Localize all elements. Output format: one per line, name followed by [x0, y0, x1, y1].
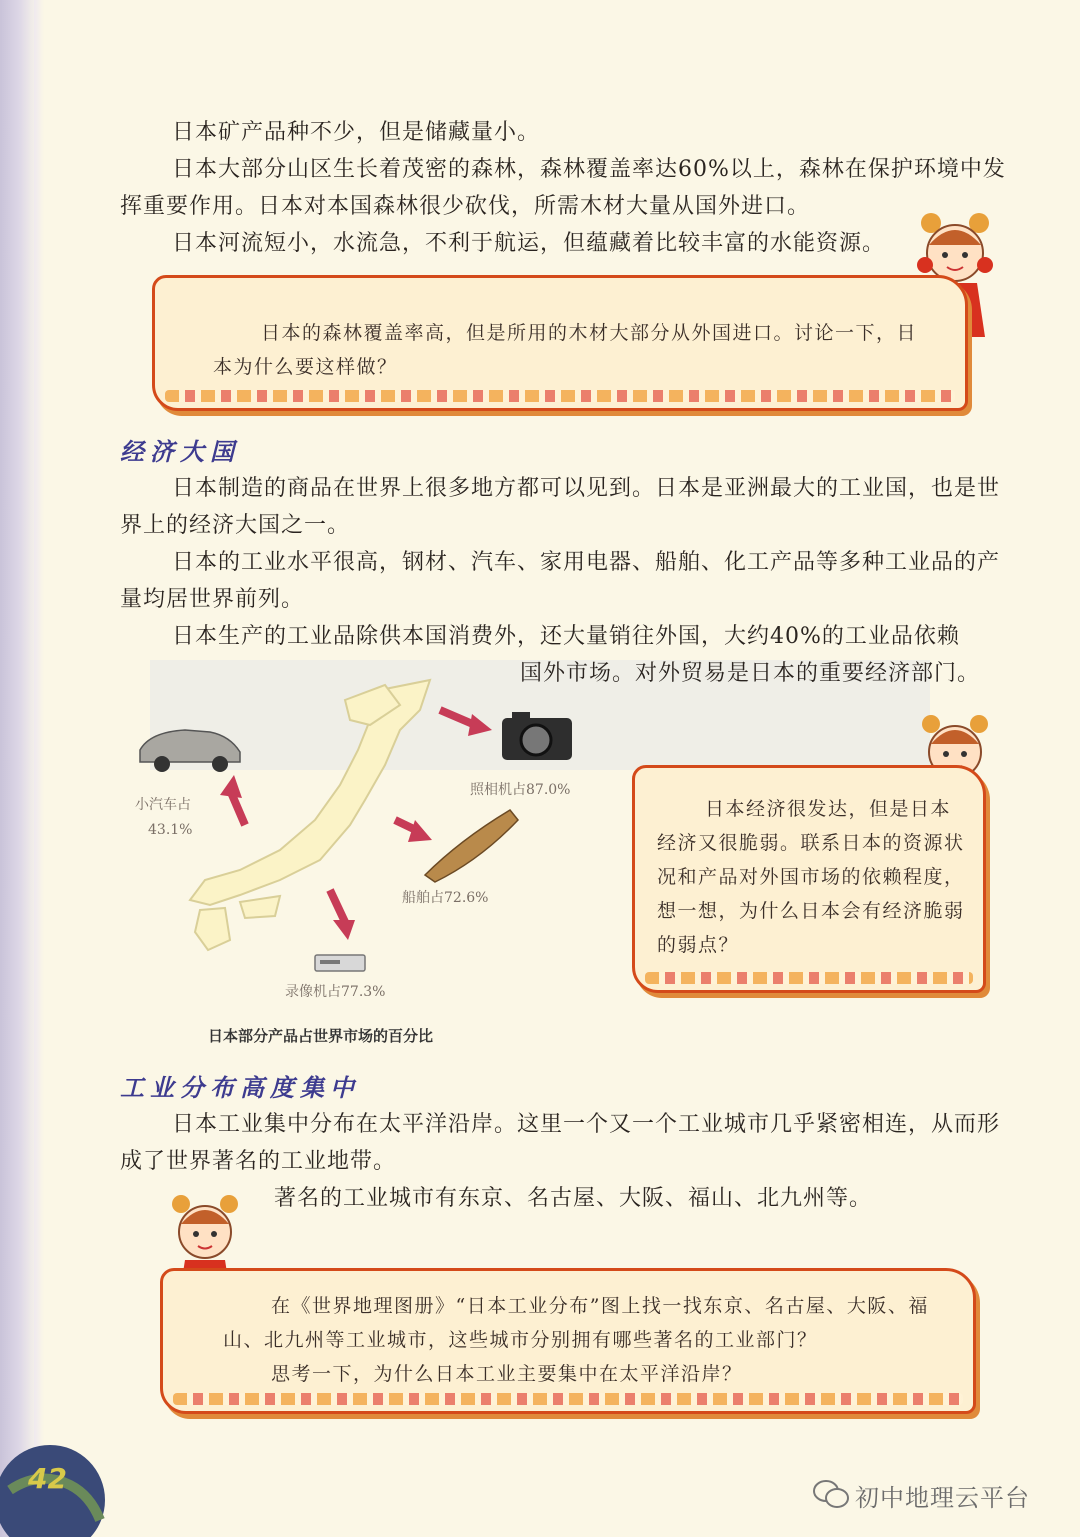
paragraph-forest: 日本大部分山区生长着茂密的森林，森林覆盖率达60%以上，森林在保护环境中发挥重要作用。日本对本国森林很少砍伐，所需木材大量从国外进口。 — [120, 157, 1006, 219]
discussion-box-industry — [160, 1268, 976, 1414]
map-label-car: 小汽车占 — [135, 797, 191, 813]
paragraph-minerals: 日本矿产品种不少，但是储藏量小。 — [172, 120, 541, 145]
box-decorative-stripe-2 — [645, 972, 973, 984]
paragraph-rivers: 日本河流短小，水流急，不利于航运，但蕴藏着比较丰富的水能资源。 — [172, 231, 886, 256]
map-label-ship: 船舶占72.6% — [402, 890, 489, 906]
page-number: 42 — [28, 1462, 67, 1495]
japan-map-figure — [130, 670, 630, 990]
discussion-text-industry-2: 思考一下，为什么日本工业主要集中在太平洋沿岸？ — [271, 1363, 743, 1385]
shikoku-island — [240, 896, 280, 918]
map-label-vcr: 录像机占77.3% — [285, 984, 386, 1000]
page-spine-shade — [34, 0, 44, 1537]
kyushu-island — [195, 908, 230, 950]
car-icon — [140, 730, 240, 772]
map-label-camera: 照相机占87.0% — [470, 782, 571, 798]
page-spine — [0, 0, 34, 1537]
ship-icon — [425, 810, 518, 882]
camera-icon — [502, 712, 572, 760]
paragraph-industry-level: 日本的工业水平很高，钢材、汽车、家用电器、船舶、化工产品等多种工业品的产量均居世界前列。 — [120, 550, 1001, 612]
discussion-box-forest — [152, 275, 968, 411]
map-label-car-value: 43.1% — [148, 822, 193, 838]
paragraph-export-line2: 国外市场。对外贸易是日本的重要经济部门。 — [520, 661, 981, 686]
paragraph-economy-intro: 日本制造的商品在世界上很多地方都可以见到。日本是亚洲最大的工业国，也是世界上的经济大国之一。 — [120, 476, 1001, 538]
section-heading-industry: 工业分布高度集中 — [120, 1074, 360, 1102]
discussion-text-economy: 日本经济很发达，但是日本经济又很脆弱。联系日本的资源状况和产品对外国市场的依赖程度，想一想，为什么日本会有经济脆弱的弱点？ — [657, 798, 965, 956]
arrow-to-camera — [440, 710, 475, 725]
box-decorative-stripe — [165, 390, 955, 402]
discussion-text-forest: 日本的森林覆盖率高，但是所用的木材大部分从外国进口。讨论一下，日本为什么要这样做？ — [213, 322, 918, 378]
box-decorative-stripe-3 — [173, 1393, 963, 1405]
vcr-icon — [315, 955, 365, 971]
section-heading-economy: 经济大国 — [120, 438, 240, 466]
watermark-text: 初中地理云平台 — [855, 1484, 1030, 1512]
discussion-text-industry-1: 在《世界地理图册》“日本工业分布”图上找一找东京、名古屋、大阪、福山、北九州等工业城市，这些城市分别拥有哪些著名的工业部门？ — [223, 1295, 929, 1351]
paragraph-industry-distribution: 日本工业集中分布在太平洋沿岸。这里一个又一个工业城市几乎紧密相连，从而形成了世界著名的工业地带。 — [120, 1112, 1001, 1174]
figure-caption: 日本部分产品占世界市场的百分比 — [208, 1027, 434, 1045]
paragraph-industrial-cities: 著名的工业城市有东京、名古屋、大阪、福山、北九州等。 — [274, 1186, 873, 1211]
discussion-box-economy — [632, 765, 986, 993]
wechat-icon — [812, 1478, 850, 1510]
arrow-to-vcr — [330, 890, 345, 922]
paragraph-export-line1: 日本生产的工业品除供本国消费外，还大量销往外国，大约40%的工业品依赖 — [172, 624, 960, 649]
